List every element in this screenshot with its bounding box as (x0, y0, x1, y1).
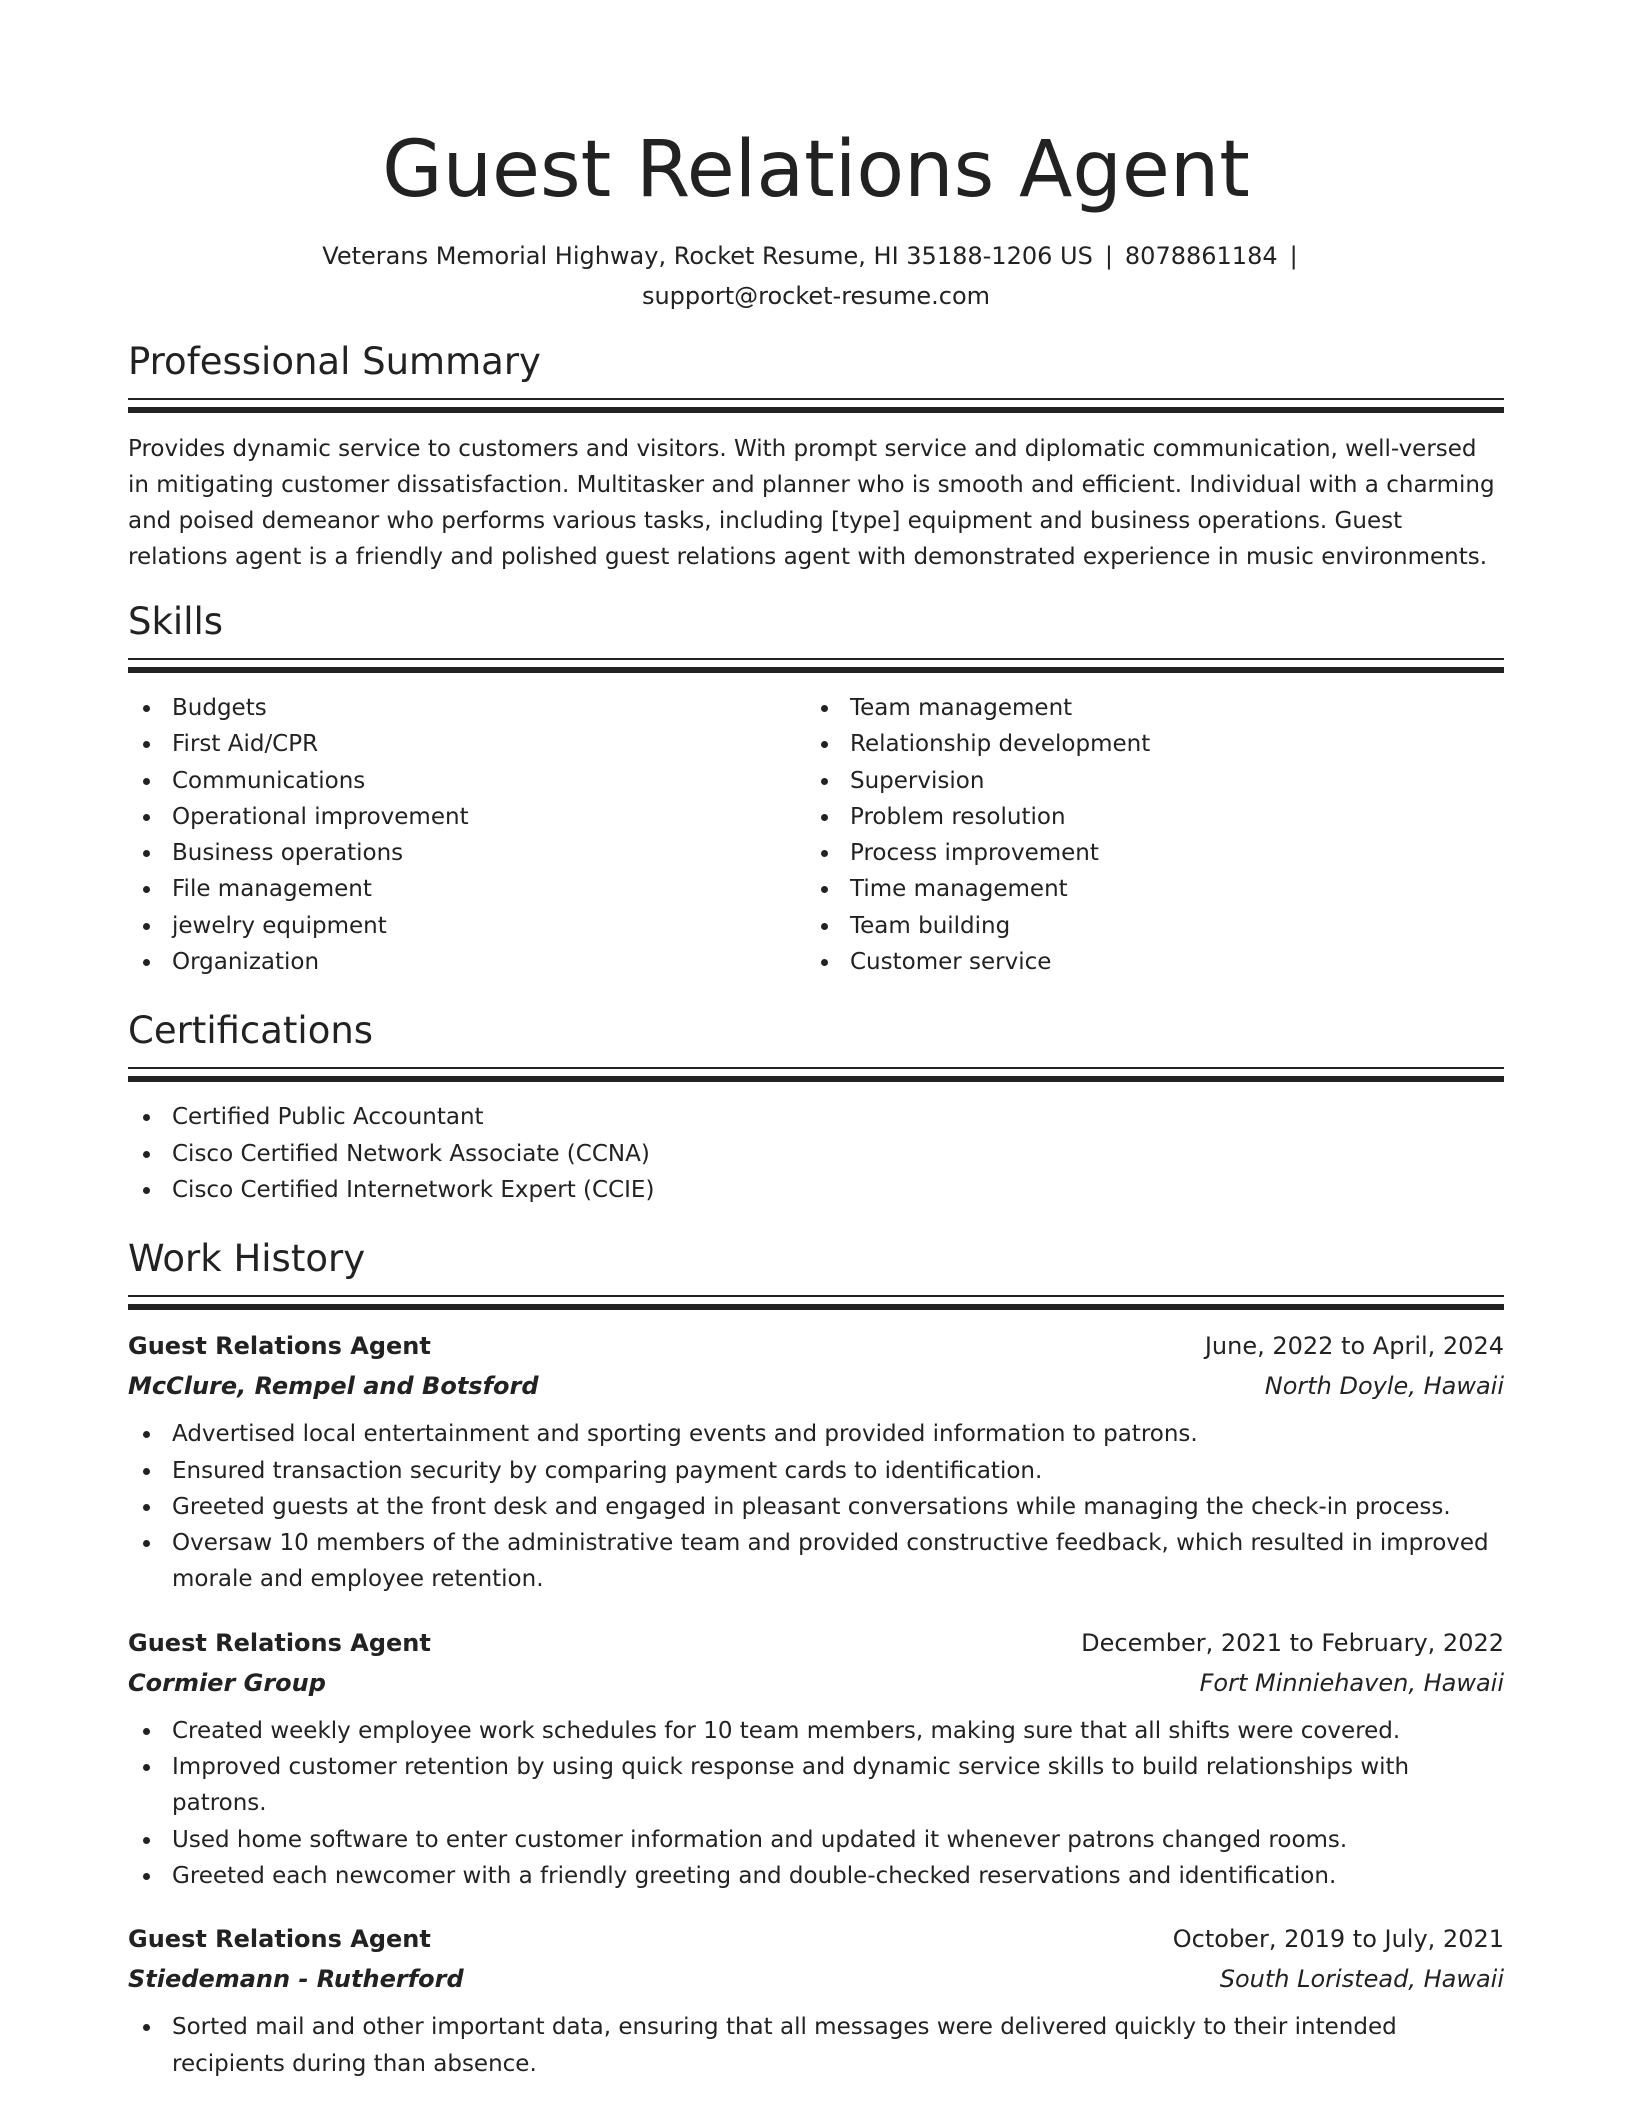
job-subheader-row (128, 1959, 1504, 1999)
certifications-section (128, 1007, 1504, 1208)
job-title: Guest Relations Agent (128, 1628, 431, 1657)
resume-name: Guest Relations Agent (382, 125, 1250, 215)
job-location: Fort Minniehaven, Hawaii (1199, 1668, 1504, 1697)
skill-item: Business operations (128, 835, 806, 871)
job-subheader-row (128, 1366, 1504, 1406)
job-bullet-list (128, 2009, 1504, 2082)
summary-text: Provides dynamic service to customers and visitors. With prompt service and diplomatic communication, well-versed in mitigating customer dissatisfaction. Multitasker and planner who is smooth and efficient. Individual with a charming and poised demeanor who performs various tasks, including [type] equipment and business operations. Guest relations agent is a friendly and polished guest relations agent with demonstrated experience in music environments. (128, 436, 1495, 570)
job-bullet: Oversaw 10 members of the administrative team and provided constructive feedback, which resulted in improved morale and employee retention. (128, 1525, 1504, 1598)
contact-address: Veterans Memorial Highway, Rocket Resume, HI 35188-1206 US (322, 242, 1093, 270)
job-bullet: Greeted guests at the front desk and engaged in pleasant conversations while managing the check-in process. (128, 1489, 1504, 1525)
skill-item: Supervision (806, 763, 1484, 799)
job-title: Guest Relations Agent (128, 1332, 431, 1361)
job-bullet: Advertised local entertainment and sporting events and provided information to patrons. (128, 1416, 1504, 1452)
skills-list-left (128, 690, 806, 980)
section-title-work-history: Work History (128, 1237, 366, 1281)
job-bullet: Ensured transaction security by comparing payment cards to identification. (128, 1453, 1504, 1489)
skill-item: File management (128, 871, 806, 907)
contact-email: support@rocket-resume.com (641, 282, 991, 310)
skill-item: jewelry equipment (128, 908, 806, 944)
skill-item: Process improvement (806, 835, 1484, 871)
job-dates: October, 2019 to July, 2021 (1172, 1925, 1504, 1954)
skill-item: Organization (128, 944, 806, 980)
certification-item: Cisco Certified Internetwork Expert (CCIE) (128, 1172, 1504, 1208)
summary-section (128, 338, 1504, 575)
job-company: McClure, Rempel and Botsford (128, 1372, 539, 1401)
certification-item: Certified Public Accountant (128, 1099, 1504, 1135)
job-title: Guest Relations Agent (128, 1925, 431, 1954)
job-bullet: Greeted each newcomer with a friendly greeting and double-checked reservations and identification. (128, 1858, 1504, 1894)
job-bullet-list (128, 1416, 1504, 1597)
job-dates: June, 2022 to April, 2024 (1204, 1332, 1504, 1361)
section-divider (128, 658, 1504, 675)
skills-list-right (806, 690, 1484, 980)
skill-item: First Aid/CPR (128, 726, 806, 762)
job-location: North Doyle, Hawaii (1264, 1372, 1504, 1401)
contact-separator: | (1289, 242, 1298, 270)
skill-item: Communications (128, 763, 806, 799)
job-bullet: Created weekly employee work schedules for 10 team members, making sure that all shifts were covered. (128, 1713, 1504, 1749)
job-subheader-row (128, 1663, 1504, 1703)
skills-columns (128, 690, 1504, 980)
job-bullet: Used home software to enter customer information and updated it whenever patrons changed rooms. (128, 1822, 1504, 1858)
job-dates: December, 2021 to February, 2022 (1081, 1628, 1504, 1657)
section-divider (128, 398, 1504, 415)
skill-item: Team management (806, 690, 1484, 726)
contact-separator: | (1104, 242, 1113, 270)
skill-item: Budgets (128, 690, 806, 726)
job-company: Stiedemann - Rutherford (128, 1965, 464, 1994)
job-header-row (128, 1326, 1504, 1366)
contact-info (276, 236, 1356, 316)
resume-page (128, 0, 1504, 2082)
skill-item: Relationship development (806, 726, 1484, 762)
section-title-skills: Skills (128, 600, 224, 643)
job-bullet: Sorted mail and other important data, ensuring that all messages were delivered quickly to their intended recipients during than absence. (128, 2009, 1504, 2082)
section-divider (128, 1295, 1504, 1312)
work-history-section (128, 1235, 1504, 2082)
section-title-summary: Professional Summary (128, 340, 541, 383)
job-company: Cormier Group (128, 1668, 326, 1697)
skill-item: Time management (806, 871, 1484, 907)
section-title-certifications: Certifications (128, 1009, 374, 1053)
job-entry (128, 1326, 1504, 1597)
skill-item: Problem resolution (806, 799, 1484, 835)
skills-section (128, 598, 1504, 980)
job-entry (128, 1919, 1504, 2082)
job-location: South Loristead, Hawaii (1219, 1965, 1504, 1994)
contact-phone: 8078861184 (1124, 242, 1278, 270)
job-bullet: Improved customer retention by using quick response and dynamic service skills to build relationships with patrons. (128, 1749, 1504, 1822)
job-header-row (128, 1623, 1504, 1663)
skill-item: Team building (806, 908, 1484, 944)
certifications-list (128, 1099, 1504, 1208)
job-entry (128, 1623, 1504, 1894)
certification-item: Cisco Certified Network Associate (CCNA) (128, 1136, 1504, 1172)
skill-item: Customer service (806, 944, 1484, 980)
skill-item: Operational improvement (128, 799, 806, 835)
job-header-row (128, 1919, 1504, 1959)
section-divider (128, 1067, 1504, 1084)
job-bullet-list (128, 1713, 1504, 1894)
